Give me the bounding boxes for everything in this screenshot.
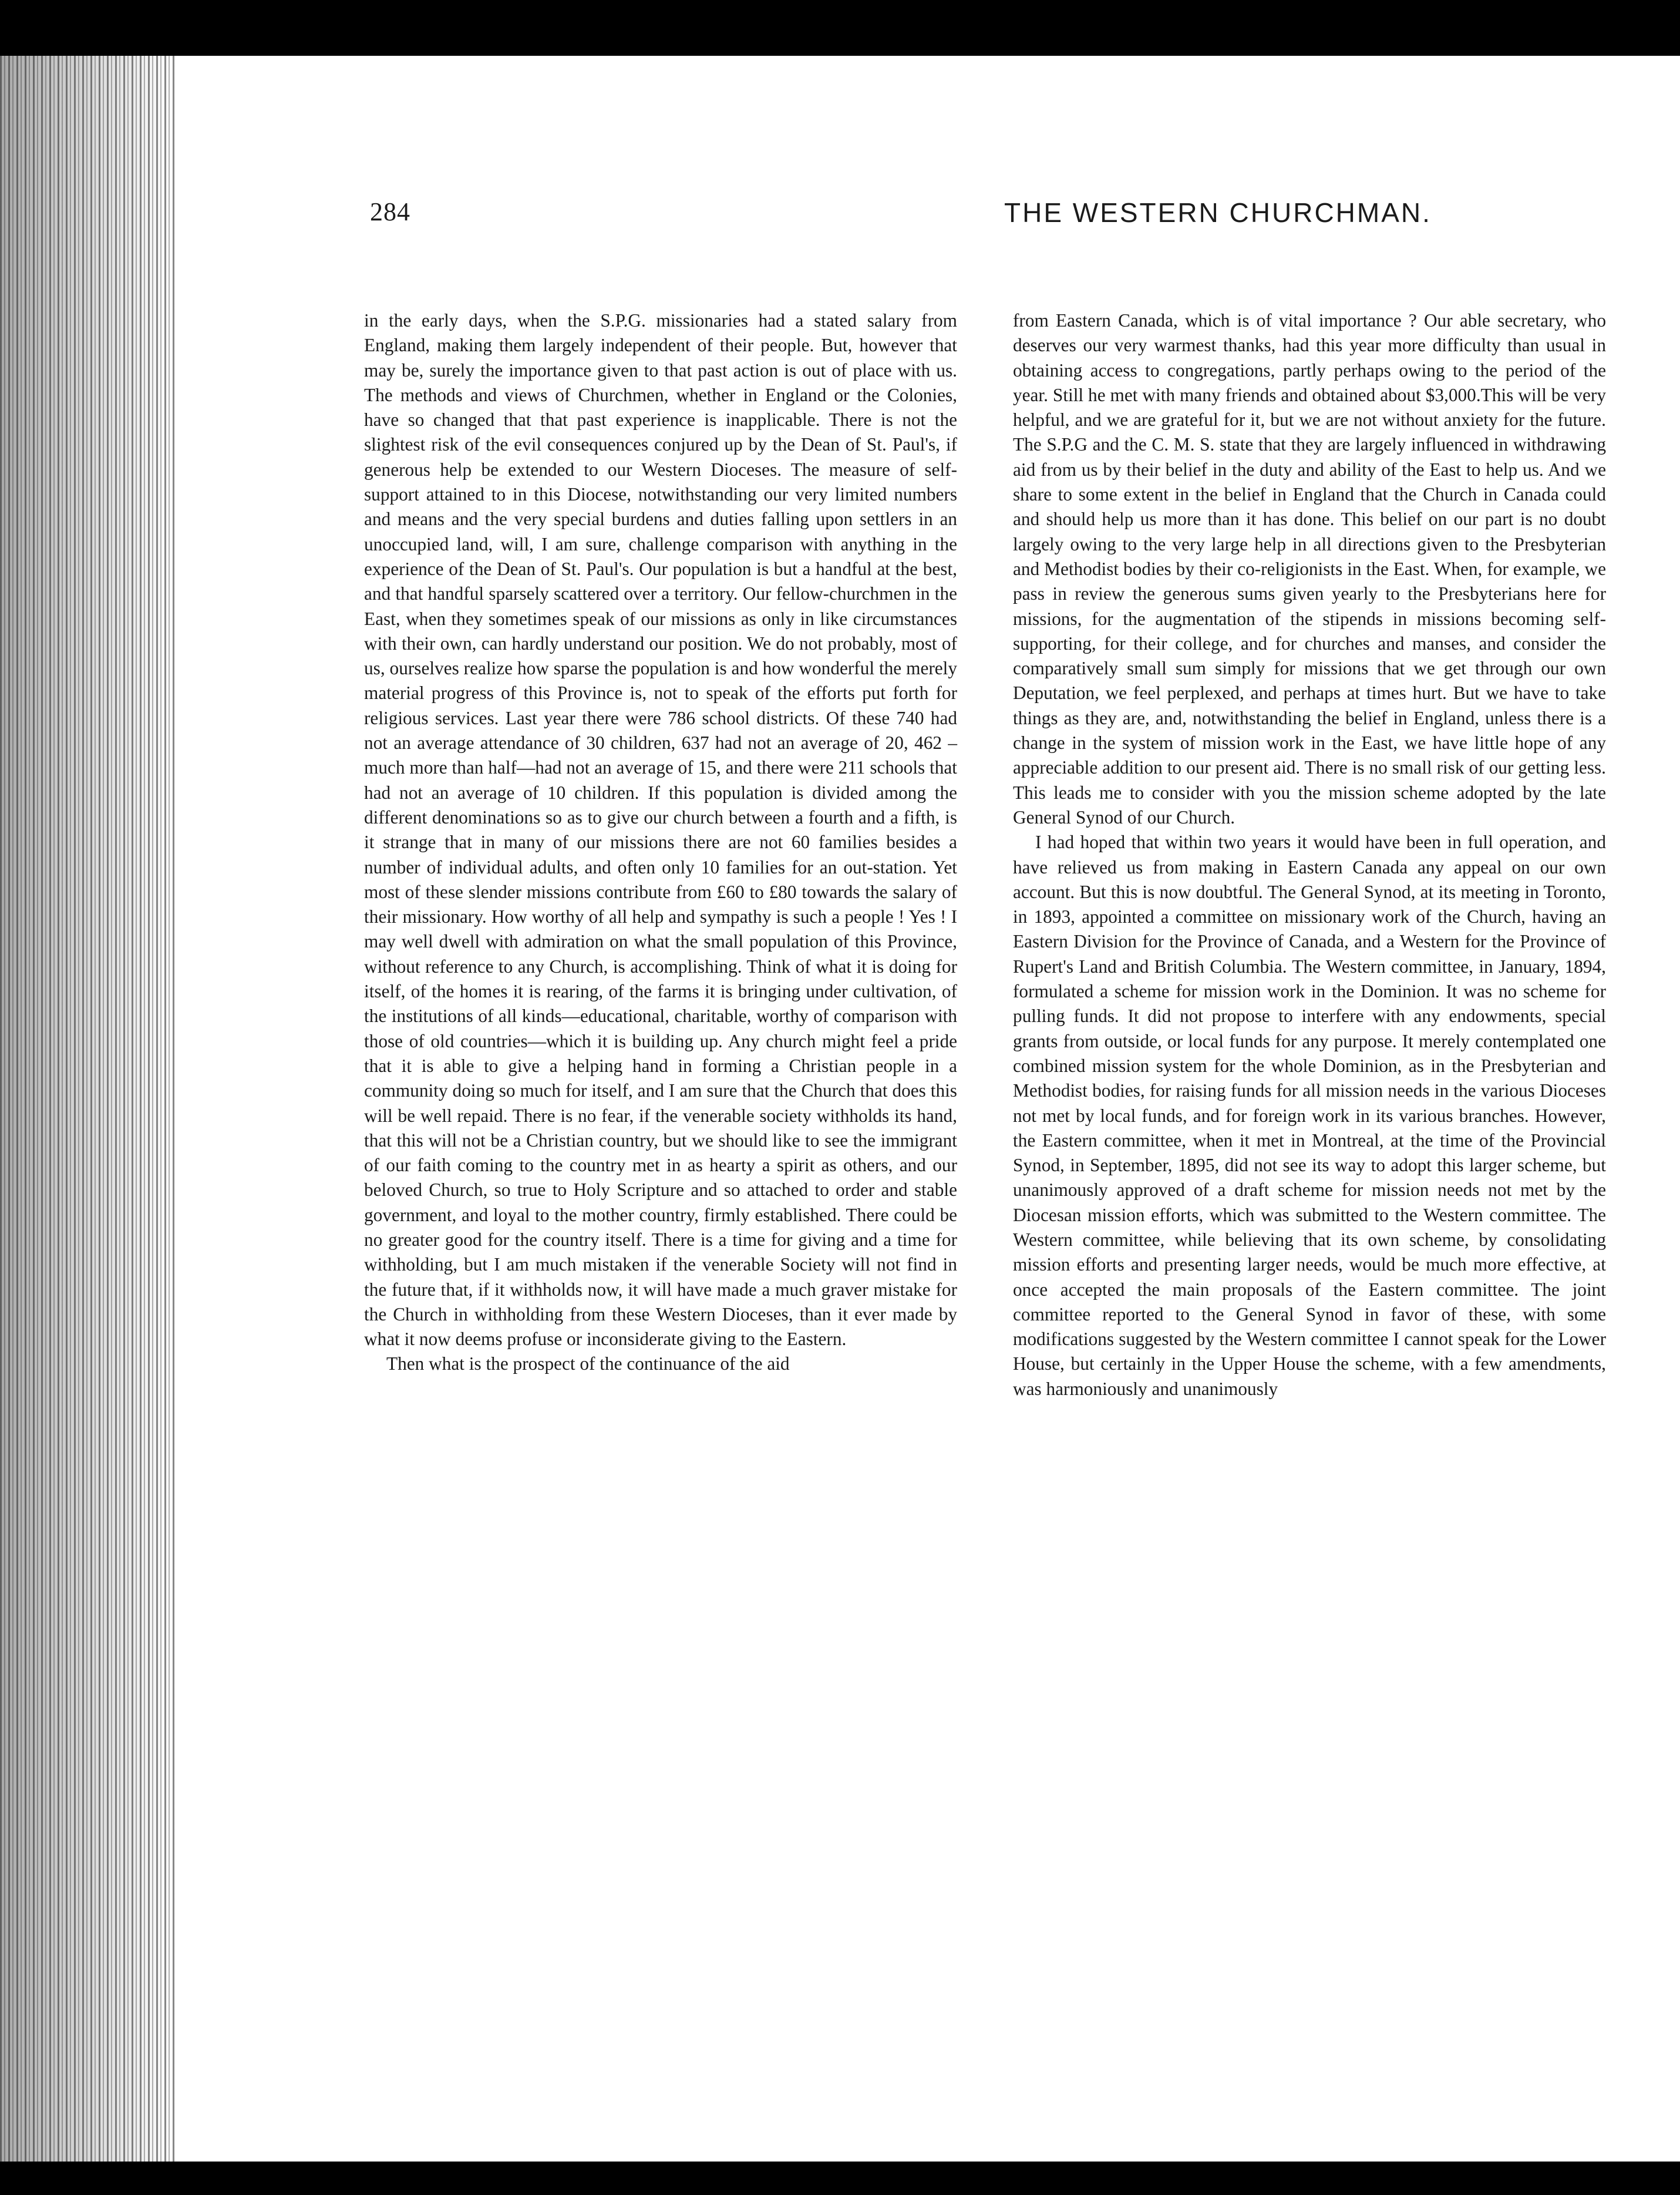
scan-bottom-border [0,2162,1680,2195]
right-column [1013,308,1606,1401]
journal-title: THE WESTERN CHURCHMAN. [1004,197,1432,228]
scan-top-border [0,0,1680,56]
page-number: 284 [370,197,410,226]
running-head [370,197,1680,238]
right-paragraph-1: from Eastern Canada, which is of vital importance ? Our able secretary, who deserves our very warmest thanks, had this year more difficulty than usual in obtaining access to congregations, partly perhaps owing to the period of the year. Still he met with many friends and obtained about $3,000.This will be very helpful, and we are grateful for it, but we are not without anxiety for the future. The S.P.G and the C. M. S. state that they are largely influenced in withdrawing aid from us by their belief in the duty and ability of the East to help us. And we share to some extent in the belief in England that the Church in Canada could and should help us more than it has done. This belief on our part is no doubt largely owing to the very large help in all directions given to the Presbyterian and Methodist bodies by their co-religionists in the East. When, for example, we pass in review the generous sums given yearly to the Presbyterians here for missions, for the augmentation of the stipends in missions becoming self-supporting, for their college, and for churches and manses, and consider the comparatively small sum simply for missions that we get through our own Deputation, we feel perplexed, and perhaps at times hurt. But we have to take things as they are, and, notwithstanding the belief in England, unless there is a change in the system of mission work in the East, we have little hope of any appreciable addition to our present aid. There is no small risk of our getting less. This leads me to consider with you the mission scheme adopted by the late General Synod of our Church. [1013,310,1606,828]
right-paragraph-2: I had hoped that within two years it would have been in full operation, and have relieved us from making in Eastern Canada any appeal on our own account. But this is now doubtful. The General Synod, at its meeting in Toronto, in 1893, appointed a committee on missionary work of the Church, having an Eastern Division for the Province of Canada, and a Western for the Province of Rupert's Land and British Columbia. The Western committee, in January, 1894, formulated a scheme for mission work in the Dominion. It was no scheme for pulling funds. It did not propose to interfere with any endowments, special grants from outside, or local funds for any purpose. It merely contemplated one combined mission system for the whole Dominion, as in the Presbyterian and Methodist bodies, for raising funds for all mission needs in the various Dioceses not met by local funds, and for foreign work in its various branches. However, the Eastern committee, when it met in Montreal, at the time of the Provincial Synod, in September, 1895, did not see its way to adopt this larger scheme, but unanimously approved of a draft scheme for mission needs not met by the Diocesan mission efforts, which was submitted to the Western committee. The Western committee, while believing that its own scheme, by consolidating mission efforts and presenting larger needs, would be much more effective, at once accepted the main proposals of the Eastern committee. The joint committee reported to the General Synod in favor of these, with some modifications suggested by the Western committee I cannot speak for the Lower House, but certainly in the Upper House the scheme, with a few amendments, was harmoniously and unanimously [1013,832,1606,1399]
left-paragraph-1: in the early days, when the S.P.G. missionaries had a stated salary from England, making them largely independent of their people. But, however that may be, surely the importance given to that past action is out of place with us. The methods and views of Churchmen, whether in England or the Colonies, have so changed that that past experience is inapplicable. There is not the slightest risk of the evil consequences conjured up by the Dean of St. Paul's, if generous help be extended to our Western Dioceses. The measure of self-support attained to in this Diocese, notwithstanding our very limited numbers and means and the very special burdens and duties falling upon settlers in an unoccupied land, will, I am sure, challenge comparison with anything in the experience of the Dean of St. Paul's. Our population is but a handful at the best, and that handful sparsely scattered over a territory. Our fellow-churchmen in the East, when they sometimes speak of our missions as only in like circumstances with their own, can hardly understand our position. We do not probably, most of us, ourselves realize how sparse the population is and how wonderful the merely material progress of this Province is, not to speak of the efforts put forth for religious services. Last year there were 786 school districts. Of these 740 had not an average attendance of 30 children, 637 had not an average of 20, 462 – much more than half—had not an average of 15, and there were 211 schools that had not an average of 10 children. If this population is divided among the different denominations so as to give our church between a fourth and a fifth, is it strange that in many of our missions there are not 60 families besides a number of individual adults, and often only 10 families for an out-station. Yet most of these slender missions contribute from £60 to £80 towards the salary of their missionary. How worthy of all help and sympathy is such a people ! Yes ! I may well dwell with admiration on what the small population of this Province, without reference to any Church, is accomplishing. Think of what it is doing for itself, of the homes it is rearing, of the farms it is bringing under cultivation, of the institutions of all kinds—educational, charitable, worthy of comparison with those of old countries—which it is building up. Any church might feel a pride that it is able to give a helping hand in forming a Christian people in a community doing so much for itself, and I am sure that the Church that does this will be well repaid. There is no fear, if the venerable society withholds its hand, that this will not be a Christian country, but we should like to see the immigrant of our faith coming to the country met in as hearty a spirit as others, and our beloved Church, so true to Holy Scripture and so attached to order and stable government, and loyal to the mother country, firmly established. There could be no greater good for the country itself. There is a time for giving and a time for withholding, but I am much mistaken if the venerable Society will not find in the future that, if it withholds now, it will have made a much graver mistake for the Church in withholding from these Western Dioceses, than it ever made by what it now deems profuse or inconsiderate giving to the Eastern. [364,310,957,1350]
journal-page [194,56,1650,2162]
left-column [364,308,957,1377]
left-paragraph-2: Then what is the prospect of the continuance of the aid [386,1353,790,1374]
scan-binding-edge [0,56,176,2162]
